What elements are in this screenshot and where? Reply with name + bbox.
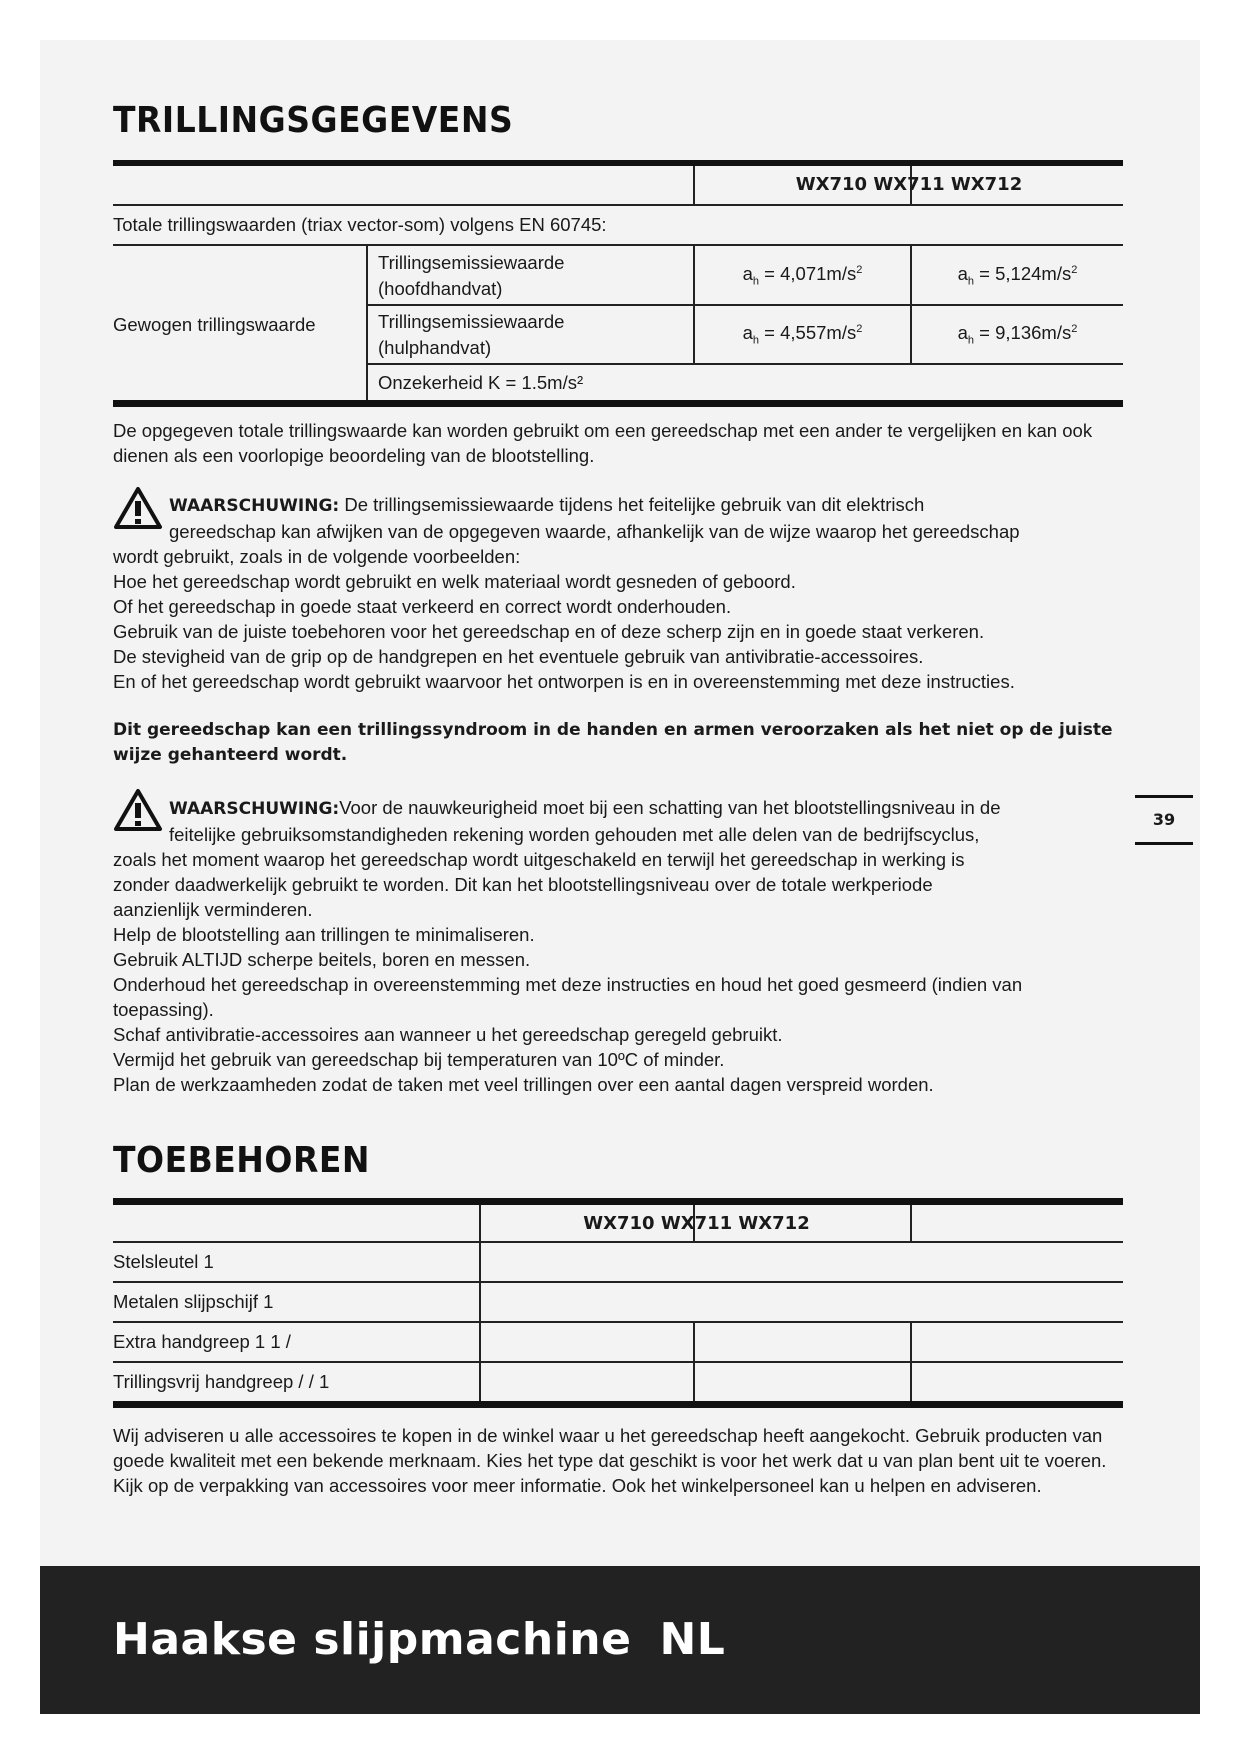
row2-label-line2: (hulphandvat) (378, 337, 492, 358)
warning2-line: Plan de werkzaamheden zodat de taken met veel trillingen over een aantal dagen verspreid worden. (113, 1074, 934, 1095)
warning1-label: WAARSCHUWING: (169, 496, 340, 516)
warning2-first-line: Voor de nauwkeurigheid moet bij een schatting van het blootstellingsniveau in de (339, 797, 1001, 818)
row1-value2: $a_h = 5,124m/s^2$ (957, 263, 1078, 288)
warning2-label: WAARSCHUWING: (169, 799, 340, 819)
row2-value1: $a_h = 4,557m/s^2$ (742, 322, 863, 347)
warning2-line: zonder daadwerkelijk gebruikt te worden. Dit kan het blootstellingsniveau over de totale werkperiode (113, 874, 933, 895)
warning2-line: Schaf antivibratie-accessoires aan wanneer u het gereedschap geregeld gebruikt. (113, 1024, 783, 1045)
vibration-header-row (113, 166, 1123, 206)
accessory-row: Trillingsvrij handgreep / / 1 (113, 1371, 330, 1392)
accessory-row: Metalen slijpschijf 1 (113, 1291, 274, 1312)
warning2-line: feitelijke gebruiksomstandigheden rekening worden gehouden met alle delen van de bedrijfscyclus, (169, 824, 980, 845)
vibration-intro-row (113, 206, 1123, 246)
page-number: 39 (1135, 795, 1193, 845)
uncertainty-text: Onzekerheid K = 1.5m/s² (378, 372, 584, 393)
warning1-line: Hoe het gereedschap wordt gebruikt en welk materiaal wordt gesneden of geboord. (113, 571, 796, 592)
warning1-line: Of het gereedschap in goede staat verkeerd en correct wordt onderhouden. (113, 596, 732, 617)
accessories-paragraph: Wij adviseren u alle accessoires te kopen in de winkel waar u het gereedschap heeft aangekocht. Gebruik producten van goede kwaliteit met een bekende merknaam. Kies het type dat geschikt is voor het werk dat u van plan bent uit te voeren. Kijk op de verpakking van accessoires voor meer informatie. Ook het winkelpersoneel kan u helpen en adviseren. (113, 1425, 1107, 1496)
warning1-line: gereedschap kan afwijken van de opgegeven waarde, afhankelijk van de wijze waarop het gereedschap (169, 521, 1020, 542)
accessory-row: Stelsleutel 1 (113, 1251, 214, 1272)
warning1-first-line: De trillingsemissiewaarde tijdens het feitelijke gebruik van dit elektrisch (339, 494, 925, 515)
warning2-line: zoals het moment waarop het gereedschap wordt uitgeschakeld en terwijl het gereedschap in werking is (113, 849, 965, 870)
row2-label-line1: Trillingsemissiewaarde (378, 311, 565, 332)
weighted-label: Gewogen trillingswaarde (113, 314, 316, 335)
warning2-line: Gebruik ALTIJD scherpe beitels, boren en messen. (113, 949, 531, 970)
footer-product-name: Haakse slijpmachine (113, 1614, 632, 1665)
footer-language-code: NL (659, 1614, 726, 1665)
acc-table-top-rule (113, 1198, 1123, 1205)
vibration-paragraph: De opgegeven totale trillingswaarde kan worden gebruikt om een gereedschap met een ander te vergelijken en kan ook dienen als een voorlopige beoordeling van de blootstelling. (113, 420, 1093, 466)
warning2-line: Vermijd het gebruik van gereedschap bij temperaturen van 10ºC of minder. (113, 1049, 725, 1070)
warning1-line: wordt gebruikt, zoals in de volgende voorbeelden: (113, 546, 521, 567)
warning1-line: En of het gereedschap wordt gebruikt waarvoor het ontworpen is en in overeenstemming met deze instructies. (113, 671, 1015, 692)
bold-note: Dit gereedschap kan een trillingssyndroom in de handen en armen veroorzaken als het niet op de juiste wijze gehanteerd wordt. (113, 720, 1113, 765)
footer-band (40, 1566, 1200, 1714)
vibration-heading: TRILLINGSGEGEVENS (113, 98, 514, 141)
warning1-line: Gebruik van de juiste toebehoren voor het gereedschap en of deze scherp zijn en in goede staat verkeren. (113, 621, 985, 642)
table-bottom-rule (113, 400, 1123, 407)
row1-value1: $a_h = 4,071m/s^2$ (742, 263, 863, 288)
accessories-models-header: WX710 WX711 WX712 (583, 1213, 810, 1234)
warning2-line: Onderhoud het gereedschap in overeenstemming met deze instructies en houd het goed gesmeerd (indien van (113, 974, 1023, 995)
accessory-row: Extra handgreep 1 1 / (113, 1331, 291, 1352)
footer-title (113, 1614, 725, 1665)
row2-label (378, 309, 564, 361)
vibration-intro-text: Totale trillingswaarden (triax vector-som) volgens EN 60745: (113, 214, 607, 235)
row1-label-line2: (hoofdhandvat) (378, 278, 503, 299)
row1-label-line1: Trillingsemissiewaarde (378, 252, 565, 273)
warning2-line: toepassing). (113, 999, 214, 1020)
warning2-line: aanzienlijk verminderen. (113, 899, 313, 920)
warning1-line: De stevigheid van de grip op de handgrepen en het eventuele gebruik van antivibratie-accessoires. (113, 646, 924, 667)
acc-table-bottom-rule (113, 1401, 1123, 1408)
warning1-block (113, 492, 1123, 694)
row1-label (378, 250, 564, 302)
vibration-models-header: WX710 WX711 WX712 (795, 174, 1023, 195)
warning2-line: Help de blootstelling aan trillingen te minimaliseren. (113, 924, 535, 945)
warning2-block (113, 795, 1123, 1097)
vibration-values-block (113, 246, 1123, 400)
row2-value2: $a_h = 9,136m/s^2$ (957, 322, 1078, 347)
accessories-heading: TOEBEHOREN (113, 1138, 371, 1181)
accessories-table (113, 1205, 1123, 1401)
